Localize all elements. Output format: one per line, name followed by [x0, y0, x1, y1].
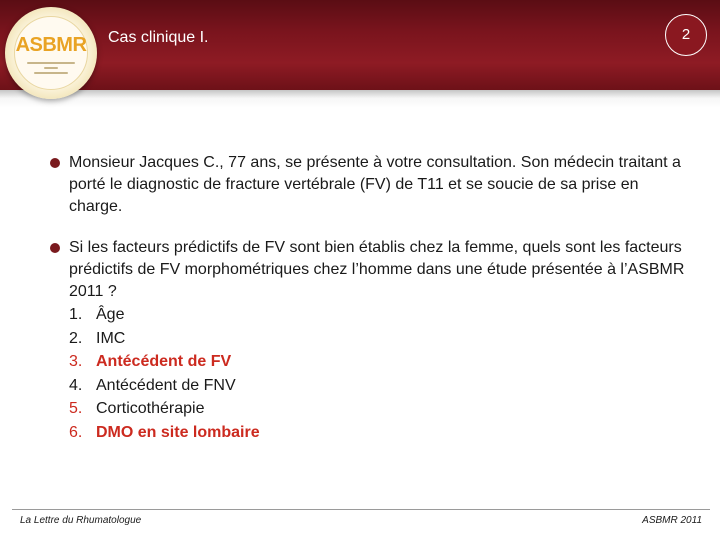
bullet-item-question: [50, 237, 690, 444]
option-number: 5.: [69, 400, 83, 417]
bullet-dot: [50, 243, 60, 253]
question-text: Si les facteurs prédictifs de FV sont bien établis chez la femme, quels sont les facteurs prédictifs de FV morphométriques chez l’homme dans une étude présentée à l’ASBMR 2011 ?: [69, 239, 685, 300]
page-number-badge: 2: [665, 14, 707, 56]
slide-title: Cas clinique I.: [108, 29, 209, 46]
footer-divider: [12, 509, 710, 510]
answer-option-2: [69, 327, 690, 351]
bullet-item-patient: [50, 152, 690, 218]
option-label: Corticothérapie: [96, 400, 205, 417]
logo-text: ASBMR: [15, 34, 87, 56]
option-number: 4.: [69, 376, 83, 394]
banner-curve: [0, 60, 720, 100]
answer-options-list: [69, 303, 690, 444]
answer-option-5: [69, 397, 690, 421]
asbmr-logo: [5, 7, 97, 99]
option-label-correct: Antécédent de FV: [96, 353, 232, 370]
slide-header: [0, 0, 720, 108]
answer-option-4: [69, 374, 690, 398]
option-label: IMC: [96, 329, 126, 347]
footer-journal: La Lettre du Rhumatologue: [20, 515, 142, 526]
logo-tagline-lines: [23, 59, 79, 81]
answer-option-6: [69, 421, 690, 445]
option-label: Âge: [96, 306, 125, 323]
option-number: 6.: [69, 423, 83, 441]
option-label-correct: DMO en site lombaire: [96, 423, 260, 441]
option-number: 1.: [69, 306, 83, 323]
answer-option-1: [69, 303, 690, 327]
option-number: 2.: [69, 329, 83, 347]
bullet-dot: [50, 158, 60, 168]
option-label: Antécédent de FNV: [96, 376, 236, 394]
bullet-text: Monsieur Jacques C., 77 ans, se présente à votre consultation. Son médecin traitant a porté le diagnostic de fracture vertébrale (FV) de T11 et se soucie de sa prise en charge.: [69, 154, 681, 215]
option-number: 3.: [69, 353, 83, 370]
answer-option-3: [69, 350, 690, 374]
footer-event: ASBMR 2011: [642, 515, 702, 526]
